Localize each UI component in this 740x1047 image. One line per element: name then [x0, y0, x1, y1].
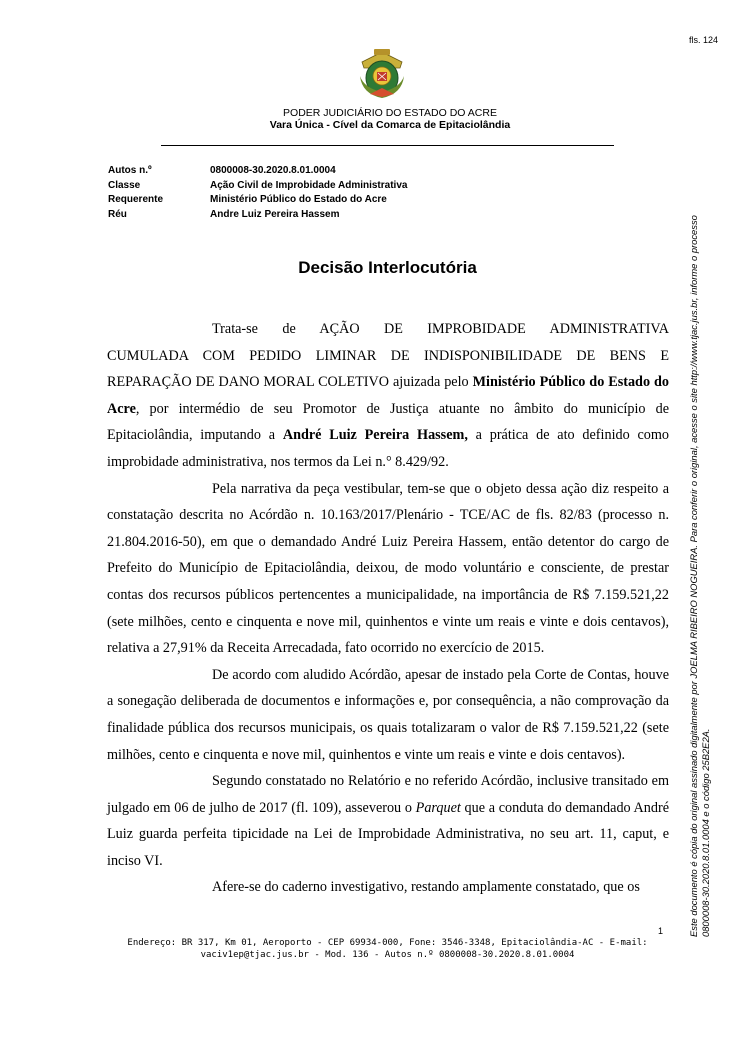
case-info-row	[108, 179, 407, 194]
decision-body	[107, 316, 669, 901]
signature-note-line-2: 0800008-30.2020.8.01.0004 e o código 25B2E2A.	[699, 728, 711, 937]
document-title: Decisão Interlocutória	[298, 258, 477, 277]
paragraph-4-text-a: Segundo constatado no Relatório e no referido Acórdão, inclusive transitado em julgado em 06 de julho de 2017 (fl. 109), asseverou o	[107, 773, 669, 816]
paragraph-1-text-a: CUMULADA COM PEDIDO LIMINAR DE INDISPONIBILIDADE DE BENS E REPARAÇÃO DE DANO MORAL COLETIVO ajuizada pelo	[107, 347, 669, 391]
case-number-value: 0800008-30.2020.8.01.0004	[210, 165, 336, 176]
case-class-value: Ação Civil de Improbidade Administrativa	[210, 179, 408, 191]
paragraph-4-text-c: que a conduta do demandado André Luiz guarda perfeita tipicidade na Lei de Improbidade Administrativa, no seu art. 11, caput, e inciso VI.	[107, 799, 670, 869]
footer-address: Endereço: BR 317, Km 01, Aeroporto - CEP 69934-000, Fone: 3546-3348, Epitaciolândia-AC - E-mail:	[127, 938, 648, 948]
paragraph-4	[107, 768, 669, 874]
page-number: 1	[657, 926, 663, 936]
court-name: PODER JUDICIÁRIO DO ESTADO DO ACRE	[283, 107, 497, 119]
plaintiff-label: Requerente	[108, 194, 164, 206]
defendant-name-bold: André Luiz Pereira Hassem,	[282, 427, 468, 444]
defendant-value: Andre Luiz Pereira Hassem	[210, 209, 340, 221]
footer	[0, 937, 740, 961]
case-number-label: Autos n.º	[108, 165, 152, 176]
plaintiff-value: Ministério Público do Estado do Acre	[210, 194, 387, 206]
paragraph-3: De acordo com aludido Acórdão, apesar de instado pela Corte de Contas, houve a sonegação deliberada de documentos e informações e, por consequência, a não comprovação da finalidade pública dos recursos municipais, os quais totalizaram o valor de R$ 7.159.521,22 (sete milhões, cento e cinquenta e nove mil, quinhentos e vinte um reais e vinte e dois centavos).	[107, 666, 669, 763]
digital-signature-note	[688, 157, 711, 937]
paragraph-1-text-c: , por intermédio de seu Promotor de Justiça atuante no âmbito do município de Epitaciolândia, imputando a	[107, 400, 669, 444]
paragraph-5: Afere-se do caderno investigativo, restando amplamente constatado, que os	[212, 879, 640, 896]
court-division: Vara Única - Cível da Comarca de Epitaciolândia	[269, 119, 511, 131]
plaintiff-name-bold: Ministério Público do Estado do Acre	[107, 374, 669, 417]
case-info-row	[108, 164, 407, 179]
folio-number: fls. 124	[688, 35, 718, 45]
header-divider	[161, 145, 614, 146]
paragraph-1-text-e: a prática de ato definido como improbidade administrativa, nos termos da Lei n.° 8.429/92.	[107, 427, 669, 470]
paragraph-1	[107, 343, 669, 476]
paragraph-2: Pela narrativa da peça vestibular, tem-se que o objeto dessa ação diz respeito a constatação descrita no Acórdão n. 10.163/2017/Plenário - TCE/AC de fls. 82/83 (processo n. 21.804.2016-50), em que o demandado André Luiz Pereira Hassem, então detentor do cargo de Prefeito do Município de Epitaciolândia, deixou, de modo voluntário e consciente, de prestar contas dos recursos públicos pertencentes a municipalidade, na importância de R$ 7.159.521,22 (sete milhões, cento e cinquenta e nove mil, quinhentos e vinte um reais e vinte e dois centavos), relativa a 27,91% da Receita Arrecadada, fato ocorrido no exercício de 2015.	[107, 480, 669, 657]
footer-contact: vaciv1ep@tjac.jus.br - Mod. 136 - Autos n.º 0800008-30.2020.8.01.0004	[200, 950, 575, 960]
signature-note-line-1: Este documento é cópia do original assinado digitalmente por JOELMA RIBEIRO NOGUEIRA. Para conferir o original, acesse o site http://www.tjac.jus.br, informe o processo	[688, 215, 699, 937]
case-info-row	[108, 208, 407, 223]
paragraph-1-first-line: Trata-se de AÇÃO DE IMPROBIDADE ADMINISTRATIVA	[212, 321, 669, 337]
case-class-label: Classe	[108, 179, 141, 191]
parquet-italic: Parquet	[415, 799, 461, 816]
case-info-row	[108, 193, 407, 208]
acre-coat-of-arms-icon	[356, 48, 408, 100]
case-info-block	[108, 164, 407, 223]
defendant-label: Réu	[108, 209, 127, 221]
